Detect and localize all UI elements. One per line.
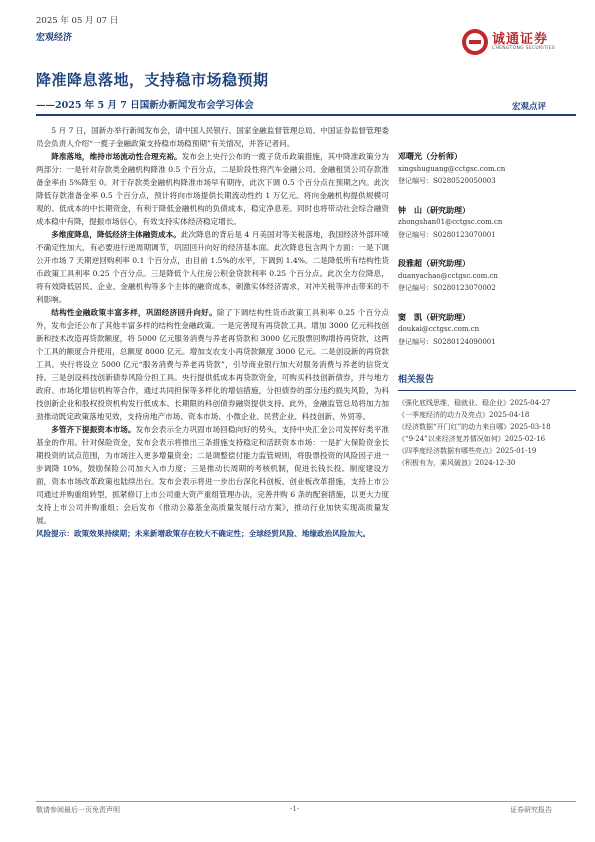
paragraph-text: 发布会表示全力巩固市场回稳向好的势头，支持中央汇金公司发挥好类平准基金的作用。针对保险资金，发布会表示将推出三条措施支持稳定和活跃资本市场：一是扩大保险资金长期投资的试点范围，为市场注入更多增量资金；二是调整偿付能力监管规则，将股票投资的风险因子进一步调降 10%，鼓励保险公司加大入市力度；三是推动长周期的考核机制，促进长钱长投。制度建设方面，资本市场改革政策也陆续出台。发布会表示将进一步出台深化科创板、创业板改革措施，支持上市公司通过并购重组转型，抓紧修订上市公司重大资产重组管理办法，完善并购 6 条的配套措施，以更大力度支持上市公司并购重组；会后发布《推动公募基金高质量发展行动方案》，推动行业加快实现高质量发展。 — [36, 425, 390, 525]
footer-divider — [36, 801, 576, 802]
related-report-link[interactable]: 《强化底线思维，稳就业、稳企业》2025-04-27 — [398, 398, 551, 407]
page-title: 降准降息落地，支持稳市场稳预期 — [36, 71, 269, 89]
analyst-name: 窦 凯（研究助理） — [398, 311, 470, 322]
paragraph-text: 发布会上央行公布的一揽子货币政策措施，其中降准政策分为两部分：一是针对存款类金融机构降准 0.5 个百分点，二是阶段性将汽车金融公司、金融租赁公司存款准备金率由 5%降至 0。对于存款类金融机构降准市场早有期待，此次下调 0.5 个百分点在预期之内。此次降低存款准备金率 0.5 个百分点，预计将向市场提供长期流动性约 1 万亿元。将向金融机构提供规模可观的、低成本的中长期资金，有利于降低金融机构的负债成本，稳定净息差。同时也将带动社会综合融资成本稳中有降，提振市场信心，有效支持实体经济稳定增长。 — [36, 152, 390, 226]
page-number: -1- — [290, 805, 300, 813]
title-divider — [36, 114, 576, 116]
analyst-card — [398, 257, 583, 295]
related-report-link[interactable]: 《积极有为，乘风破浪》2024-12-30 — [398, 458, 516, 467]
brand-emblem-icon — [460, 27, 490, 57]
related-report-link[interactable]: 《“9·24”以来经济复苏情况如何》2025-02-16 — [398, 434, 546, 443]
related-divider — [398, 390, 576, 391]
related-report-link[interactable]: 《经济数据“开门红”的动力来自哪》2025-03-18 — [398, 422, 551, 431]
analyst-card — [398, 204, 583, 242]
analyst-cert: 登记编号：S0280124090001 — [398, 337, 496, 346]
analyst-email[interactable]: xingshuguang@cctgsc.com.cn — [398, 164, 506, 173]
paragraph-lead: 降准落地，维持市场流动性合理充裕。 — [51, 152, 182, 161]
paragraph-rate-cut — [36, 228, 389, 306]
report-category: 宏观经济 — [36, 33, 73, 43]
analyst-email[interactable]: doukai@cctgsc.com.cn — [398, 325, 480, 333]
paragraph-lead: 多管齐下提振资本市场。 — [51, 425, 136, 434]
analyst-cert: 登记编号：S0280123070002 — [398, 284, 496, 292]
analyst-name: 段雅超（研究助理） — [398, 258, 470, 268]
analyst-cert: 登记编号：S0280123070001 — [398, 230, 496, 239]
analyst-email[interactable]: zhongshan01@cctgsc.com.cn — [398, 218, 503, 226]
sidebar — [398, 150, 583, 469]
main-body — [36, 124, 389, 540]
footer-disclaimer: 敬请参阅最后一页免责声明 — [36, 806, 120, 814]
analyst-card — [398, 311, 583, 349]
related-reports-title: 相关报告 — [398, 375, 435, 385]
analyst-cert: 登记编号：S0280520050003 — [398, 177, 496, 185]
brand-name: 诚通证券 — [492, 32, 549, 47]
risk-warning: 风险提示：政策效果持续期；未来新增政策存在较大不确定性；全球经贸风险、地缘政治风险加大。 — [36, 529, 371, 538]
analyst-name: 邓曙光（分析师） — [398, 151, 462, 161]
paragraph-lead: 多维度降息，降低经济主体融资成本。 — [51, 230, 181, 239]
paragraph-intro: 5 月 7 日，国新办举行新闻发布会，请中国人民银行、国家金融监督管理总局、中国证券监督管理委员会负责人介绍“一揽子金融政策支持稳市场稳预期”有关情况，并答记者问。 — [36, 126, 389, 148]
analyst-card — [398, 150, 583, 188]
report-date: 2025 年 05 月 07 日 — [36, 16, 119, 26]
brand-subtitle: CHENGTONG SECURITIES — [492, 46, 556, 51]
related-report-link[interactable]: 《四季度经济数据有哪些亮点》2025-01-19 — [398, 446, 537, 455]
page-subtitle: ——2025 年 5 月 7 日国新办新闻发布会学习体会 — [36, 100, 254, 111]
analyst-email[interactable]: duanyachao@cctgsc.com.cn — [398, 271, 498, 280]
related-report-link[interactable]: 《一季度经济的动力及亮点》2025-04-18 — [398, 410, 530, 419]
brand-logo — [460, 26, 575, 60]
paragraph-text: 除了下调结构性货币政策工具利率 0.25 个百分点外，发布会还公布了其他丰富多样的结构性金融政策。一是完善现有再贷款工具。增加 3000 亿元科技创新和技术改造再贷款额度，将 5000 亿元服务消费与养老再贷款和 3000 亿元股票回购增持再贷款，这两个工具的额度合并使用，总额度 8000 亿元。增加支农支小再贷款额度 3000 亿元。二是创设新的再贷款工具。央行将设立 5000 亿元“服务消费与养老再贷款”，引导商业银行加大对服务消费与养老的信贷支持。三是创设科技创新债券风险分担工具。央行提供低成本再贷款资金，可购买科技创新债券，并与地方政府、市场化增信机构等合作，通过共同担保等多样化的增信措施，分担债券的部分违约损失风险，为科技创新企业和股权投资机构发行低成本、长期限的科创债券融资提供支持。此外，金融监管总局将加力加劲推动既定政策落地见效，支持房地产市场、资本市场、小微企业、民营企业、科技创新、外贸等。 — [36, 308, 389, 421]
analyst-name: 钟 山（研究助理） — [398, 204, 470, 215]
report-type: 宏观点评 — [512, 102, 547, 112]
paragraph-rrr — [36, 150, 389, 228]
paragraph-structural — [36, 306, 389, 423]
paragraph-lead: 结构性金融政策丰富多样，巩固经济回升向好。 — [51, 308, 217, 317]
paragraph-capital-market — [36, 423, 389, 527]
paragraph-text: 此次降息的背后是 4 月美国对等关税落地，我国经济外部环境不确定性加大，有必要进行逆周期调节，巩固回升向好的经济基本面。此次降息包含两个方面：一是下调公开市场 7 天期逆回购利率 0.1 个百分点，由目前 1.5%的水平，下调到 1.4%。二是降低所有结构性货币政策工具利率 0.25 个百分点。三是降低个人住房公积金贷款利率 0.25 个百分点。此次全方位降息，将有效降低居民、企业、金融机构等多个主体的融资成本，刺激实体经济需求，对冲关税等冲击带来的不利影响。 — [36, 230, 390, 304]
footer-report-label: 证券研究报告 — [510, 806, 552, 814]
